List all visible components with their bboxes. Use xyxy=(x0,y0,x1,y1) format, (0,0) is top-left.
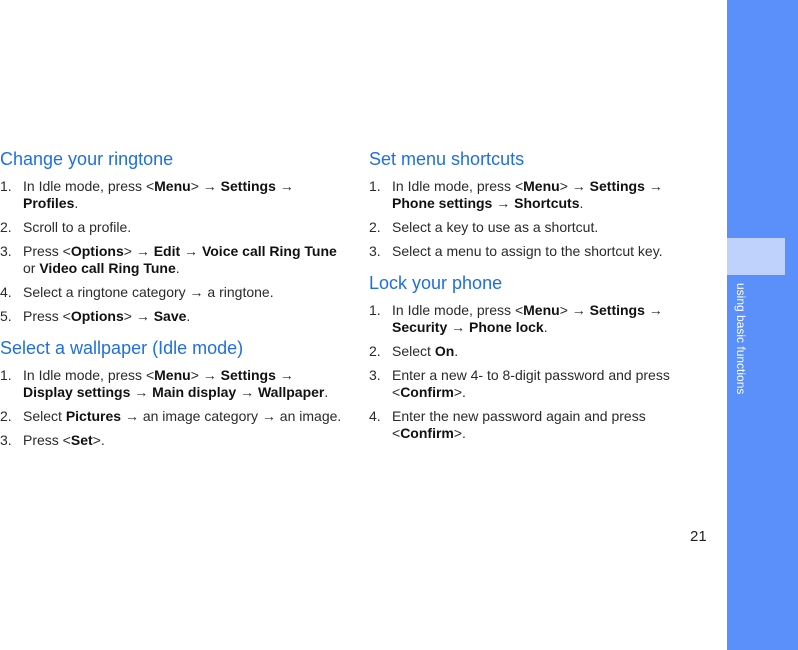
step-text xyxy=(392,178,699,212)
step-item xyxy=(0,243,345,277)
step-item xyxy=(369,178,699,212)
step-text-part: Enter the new password again and press < xyxy=(392,408,646,441)
section-title: Change your ringtone xyxy=(0,149,174,169)
step-text-part: → xyxy=(236,384,258,400)
step-number: 2. xyxy=(0,408,12,424)
menu-term: On xyxy=(434,343,455,359)
step-text xyxy=(392,243,699,260)
menu-term: Options xyxy=(70,243,124,259)
menu-term: Settings xyxy=(589,302,645,318)
step-number: 2. xyxy=(0,219,12,235)
step-text-part: > → xyxy=(123,243,154,259)
step-number: 5. xyxy=(0,308,12,324)
step-text-part: Scroll to a profile. xyxy=(23,219,132,235)
menu-term: Menu xyxy=(154,367,191,383)
menu-term: Main display xyxy=(152,384,237,400)
step-item xyxy=(369,302,699,336)
menu-term: Settings xyxy=(589,178,645,194)
step-text xyxy=(23,243,345,277)
step-text-part: . xyxy=(175,260,180,276)
menu-term: Menu xyxy=(523,302,560,318)
step-list xyxy=(0,178,345,325)
section-title: Select a wallpaper (Idle mode) xyxy=(0,338,244,358)
step-item xyxy=(0,408,345,425)
page-number: 21 xyxy=(690,528,707,545)
step-item xyxy=(369,243,699,260)
step-text xyxy=(392,219,699,236)
menu-term: Wallpaper xyxy=(257,384,325,400)
menu-term: Menu xyxy=(523,178,560,194)
step-text-part: Select a key to use as a shortcut. xyxy=(392,219,599,235)
menu-term: Profiles xyxy=(23,195,75,211)
step-text-part: Select a ringtone category → a ringtone. xyxy=(23,284,274,300)
step-number: 2. xyxy=(369,343,381,359)
step-text-part: → xyxy=(644,178,663,194)
menu-term: Set xyxy=(70,432,93,448)
step-text-part: In Idle mode, press < xyxy=(23,367,155,383)
menu-term: Video call Ring Tune xyxy=(39,260,176,276)
menu-term: Phone lock xyxy=(469,319,544,335)
menu-term: Edit xyxy=(153,243,181,259)
menu-term: Confirm xyxy=(400,384,454,400)
step-text-part: In Idle mode, press < xyxy=(392,302,524,318)
step-text-part: → xyxy=(180,243,202,259)
step-number: 2. xyxy=(369,219,381,235)
step-text-part: > → xyxy=(190,178,221,194)
menu-term: Settings xyxy=(220,178,276,194)
step-text xyxy=(392,302,699,336)
step-text-part: . xyxy=(74,195,79,211)
menu-term: Phone settings xyxy=(392,195,493,211)
step-text-part: Select a menu to assign to the shortcut key. xyxy=(392,243,663,259)
menu-term: Security xyxy=(392,319,448,335)
menu-term: Save xyxy=(153,308,187,324)
step-number: 3. xyxy=(0,432,12,448)
step-item xyxy=(0,284,345,301)
menu-term: Settings xyxy=(220,367,276,383)
step-text-part: . xyxy=(543,319,548,335)
step-text xyxy=(23,178,345,212)
menu-term: Pictures xyxy=(65,408,122,424)
step-text-part: In Idle mode, press < xyxy=(392,178,524,194)
step-text-part: → xyxy=(644,302,663,318)
step-item xyxy=(369,367,699,401)
step-number: 3. xyxy=(369,367,381,383)
step-text xyxy=(23,284,345,301)
step-item xyxy=(369,219,699,236)
step-text-part: . xyxy=(579,195,584,211)
menu-term: Voice call Ring Tune xyxy=(201,243,337,259)
section-title: Set menu shortcuts xyxy=(369,149,525,169)
step-text-part: → xyxy=(492,195,515,211)
right-column xyxy=(369,148,699,454)
step-text-part: → xyxy=(275,178,294,194)
step-number: 1. xyxy=(0,367,12,383)
menu-term: Confirm xyxy=(400,425,454,441)
step-text xyxy=(23,408,345,425)
step-text-part: Press < xyxy=(23,243,71,259)
menu-term: Display settings xyxy=(23,384,131,400)
step-text-part: → xyxy=(130,384,153,400)
step-item xyxy=(0,219,345,236)
chapter-label: using basic functions xyxy=(734,283,748,395)
step-text-part: > → xyxy=(123,308,154,324)
step-number: 1. xyxy=(0,178,12,194)
step-number: 4. xyxy=(0,284,12,300)
step-text-part: Press < xyxy=(23,432,71,448)
step-text xyxy=(23,308,345,325)
step-text xyxy=(23,219,345,236)
step-text xyxy=(392,343,699,360)
step-text-part: . xyxy=(186,308,191,324)
step-item xyxy=(369,408,699,442)
step-text-part: . xyxy=(324,384,329,400)
step-list xyxy=(369,178,699,260)
step-text-part: >. xyxy=(453,425,466,441)
step-text-part: Select xyxy=(392,343,435,359)
step-item xyxy=(0,367,345,401)
step-number: 4. xyxy=(369,408,381,424)
step-text-part: Select xyxy=(23,408,66,424)
step-text xyxy=(23,367,345,401)
chapter-tab xyxy=(727,238,785,275)
step-item xyxy=(369,343,699,360)
step-text xyxy=(392,367,699,401)
step-text xyxy=(392,408,699,442)
menu-term: Options xyxy=(70,308,124,324)
step-text-part: Press < xyxy=(23,308,71,324)
step-item xyxy=(0,308,345,325)
step-text-part: > → xyxy=(559,178,590,194)
step-item xyxy=(0,432,345,449)
step-list xyxy=(369,302,699,442)
left-column xyxy=(0,148,345,461)
step-text-part: >. xyxy=(92,432,105,448)
section-title: Lock your phone xyxy=(369,273,503,293)
step-text-part: Enter a new 4- to 8-digit password and press < xyxy=(392,367,670,400)
step-text-part: In Idle mode, press < xyxy=(23,178,155,194)
step-text-part: > → xyxy=(559,302,590,318)
step-text-part: > → xyxy=(190,367,221,383)
menu-term: Shortcuts xyxy=(514,195,580,211)
step-text-part: → xyxy=(275,367,294,383)
step-number: 1. xyxy=(369,178,381,194)
menu-term: Menu xyxy=(154,178,191,194)
step-text-part: or xyxy=(23,260,40,276)
step-text-part: → xyxy=(447,319,470,335)
step-text xyxy=(23,432,345,449)
step-number: 3. xyxy=(369,243,381,259)
step-item xyxy=(0,178,345,212)
step-number: 1. xyxy=(369,302,381,318)
step-list xyxy=(0,367,345,449)
step-text-part: → an image category → an image. xyxy=(121,408,342,424)
step-text-part: >. xyxy=(453,384,466,400)
step-text-part: . xyxy=(454,343,459,359)
step-number: 3. xyxy=(0,243,12,259)
